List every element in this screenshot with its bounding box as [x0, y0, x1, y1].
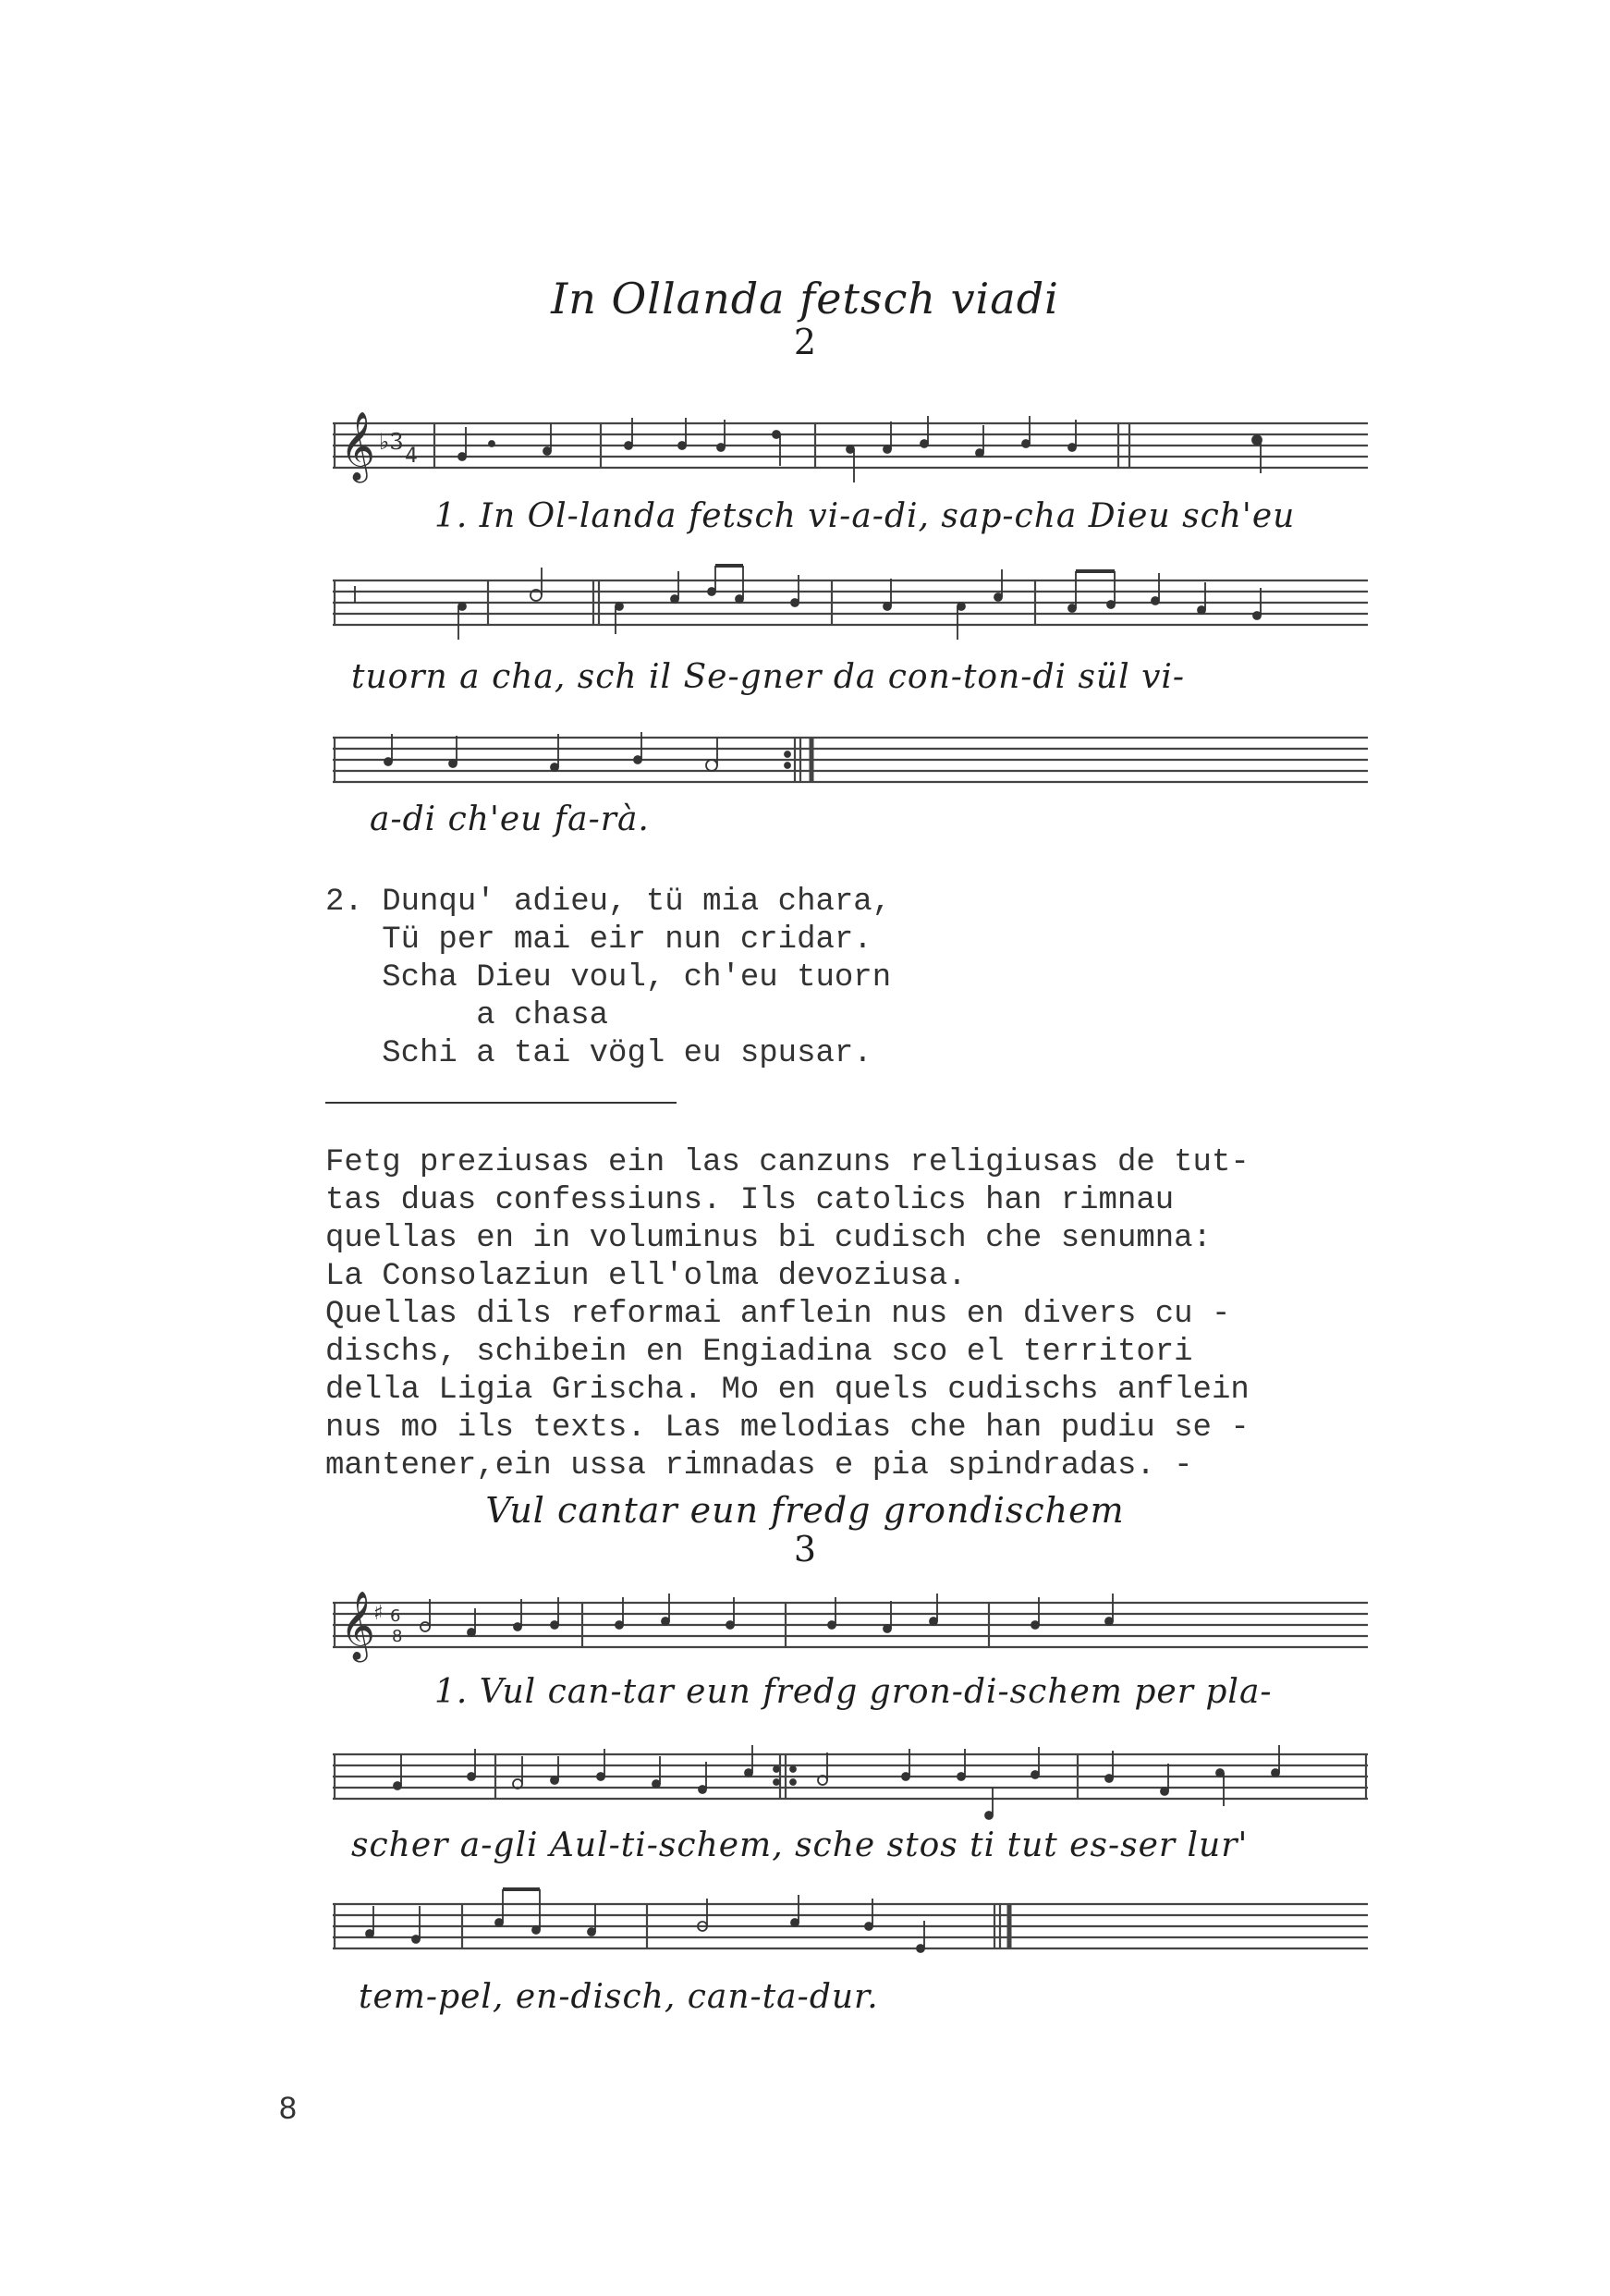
song1-title [0, 274, 1610, 360]
song1-staff-3 [333, 719, 1368, 812]
song1-staff-1 [333, 405, 1368, 497]
song1-lyrics-line-2: tuorn a cha, sch il Se-gner da con-ton-di sül vi- [351, 658, 1186, 696]
svg-text:♭3: ♭3 [379, 429, 404, 455]
treble-clef-icon: 𝄞 [340, 412, 375, 481]
paragraph-line: della Ligia Grischa. Mo en quels cudischs anflein [325, 1373, 1250, 1408]
song2-lyrics-line-3: tem-pel, en-disch, can-ta-dur. [359, 1978, 879, 2016]
song2-staff-2 [333, 1736, 1368, 1828]
paragraph-line: tas duas confessiuns. Ils catolics han rimnau [325, 1183, 1175, 1218]
song1-lyrics-line-1: 1. In Ol-landa fetsch vi-a-di, sap-cha Dieu sch'eu [434, 497, 1296, 535]
verse2-line: Tü per mai eir nun cridar. [325, 922, 872, 958]
svg-text:4: 4 [405, 445, 418, 468]
song1-verse2 [325, 884, 891, 1073]
verse2-line: 2. Dunqu' adieu, tü mia chara, [325, 885, 892, 920]
paragraph-line: mantener,ein ussa rimnadas e pia spindradas. - [325, 1448, 1193, 1484]
song2-lyrics-line-2: scher a-gli Aul-ti-schem, sche stos ti tut es-ser lur' [351, 1826, 1249, 1864]
song2-title-text: Vul cantar eun fredg grondischem [485, 1490, 1125, 1531]
verse2-line: a chasa [325, 998, 609, 1033]
song2-title [0, 1490, 1610, 1568]
song1-staff-2 [333, 562, 1368, 654]
paragraph-line: dischs, schibein en Engiadina sco el territori [325, 1335, 1193, 1370]
treble-clef-icon: 𝄞 [340, 1592, 375, 1660]
song1-title-text: In Ollanda fetsch viadi [551, 274, 1059, 324]
verse2-line: Scha Dieu voul, ch'eu tuorn [325, 960, 892, 995]
svg-text:♯: ♯ [373, 1602, 384, 1625]
song2-number: 3 [793, 1529, 817, 1569]
song2-lyrics-line-1: 1. Vul can-tar eun fredg gron-di-schem per pla- [434, 1673, 1273, 1711]
paragraph-line: La Consolaziun ell'olma devoziusa. [325, 1259, 967, 1294]
body-paragraph [325, 1144, 1250, 1485]
svg-text:8: 8 [392, 1627, 403, 1646]
song2-staff-3 [333, 1886, 1368, 1978]
section-divider [325, 1102, 677, 1104]
song1-number: 2 [793, 322, 817, 362]
svg-text:6: 6 [390, 1606, 401, 1626]
song1-lyrics-line-3: a-di ch'eu fa-rà. [370, 800, 650, 838]
paragraph-line: Fetg preziusas ein las canzuns religiusas de tut- [325, 1145, 1250, 1180]
paragraph-line: quellas en in voluminus bi cudisch che senumna: [325, 1221, 1212, 1256]
paragraph-line: Quellas dils reformai anflein nus en divers cu - [325, 1297, 1231, 1332]
paragraph-line: nus mo ils texts. Las melodias che han pudiu se - [325, 1411, 1250, 1446]
verse2-line: Schi a tai vögl eu spusar. [325, 1036, 872, 1071]
song2-staff-1 [333, 1584, 1368, 1677]
page-number: 8 [279, 2091, 297, 2126]
